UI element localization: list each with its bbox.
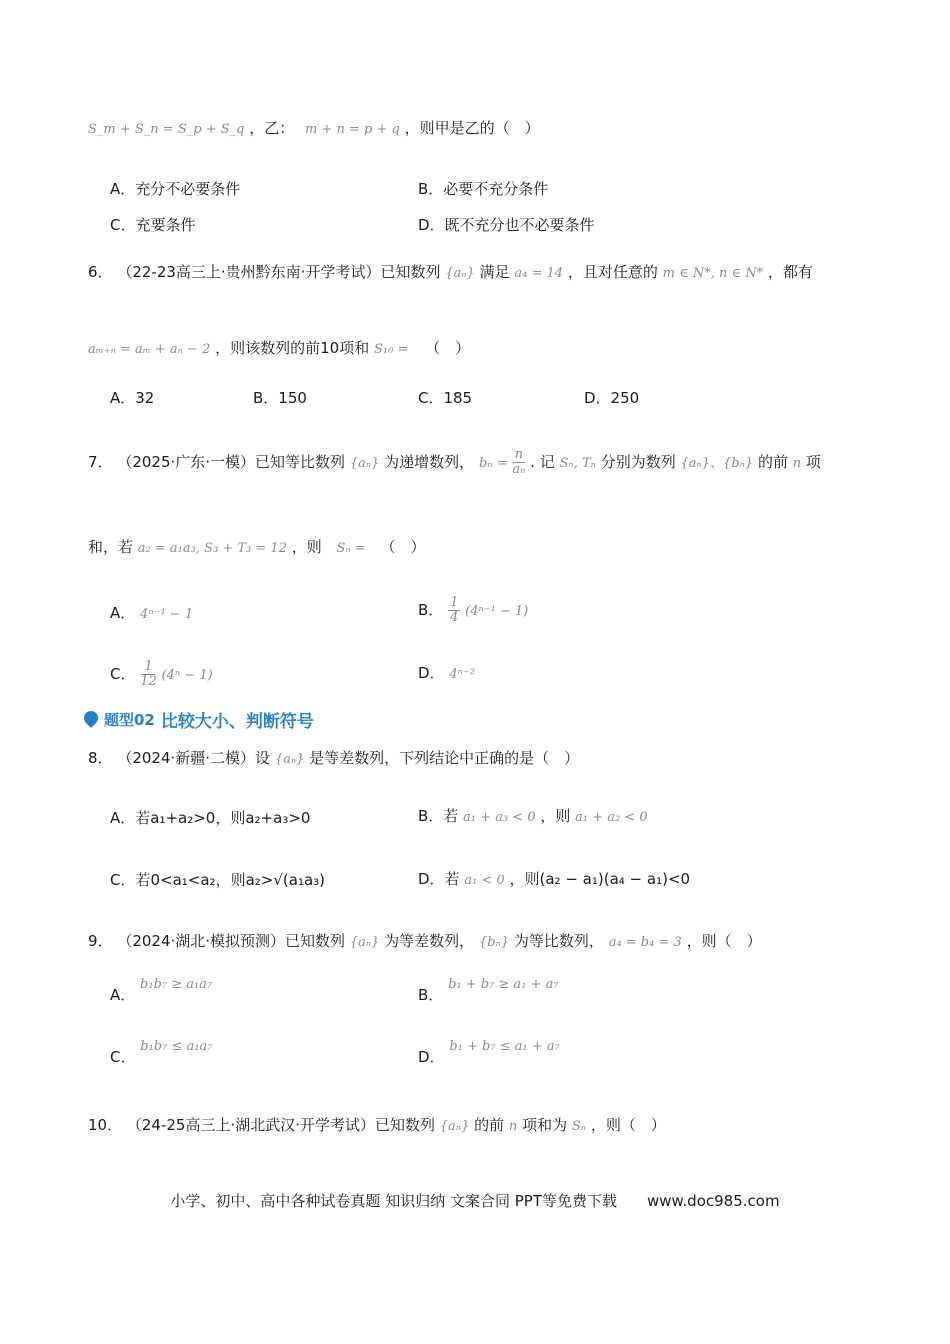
question-source: （24-25高三上·湖北武汉·开学考试）已知数列 <box>126 1116 435 1134</box>
math-expression: a₁ + a₂ < 0 <box>575 810 648 825</box>
fraction-numerator: n <box>514 447 524 462</box>
math-expression: S₁₀ = <box>374 342 409 357</box>
question-number: 7． <box>88 453 113 471</box>
question-number: 8． <box>88 749 113 767</box>
math-expression: {aₙ}、{bₙ} <box>680 456 754 471</box>
math-expression: Sₙ, Tₙ <box>559 456 596 471</box>
math-expression: aₘ₊ₙ = aₘ + aₙ − 2 <box>88 342 211 357</box>
text: 项和为 <box>522 1116 568 1134</box>
section-label: 题型02 <box>104 710 155 729</box>
q8-option-b[interactable] <box>418 806 648 828</box>
text: ，则 <box>540 807 571 825</box>
text: 项 <box>805 453 821 471</box>
q7-option-b[interactable] <box>418 596 528 625</box>
math-expression: b₁ + b₇ ≥ a₁ + a₇ <box>448 977 559 992</box>
fraction <box>140 660 157 689</box>
math-expression: {aₙ} <box>349 456 380 471</box>
option-label: B．若 <box>418 807 459 825</box>
q9-stem <box>88 931 762 953</box>
section-heading <box>84 705 314 733</box>
option-label: B． <box>418 986 444 1004</box>
q8-option-c[interactable]: C．若0<a₁<a₂，则a₂>√(a₁a₃) <box>110 871 326 889</box>
question-source: （22-23高三上·贵州黔东南·开学考试）已知数列 <box>117 263 441 281</box>
q7-stem-line2 <box>88 537 426 559</box>
q6-option-c[interactable]: C．185 <box>418 389 473 407</box>
q8-option-d[interactable] <box>418 869 690 891</box>
option-label: D． <box>418 1048 445 1066</box>
text: 为等差数列， <box>384 932 475 950</box>
math-expression: a₂ = a₁a₃, S₃ + T₃ = 12 <box>137 541 287 556</box>
math-expression: a₄ = 14 <box>514 266 564 281</box>
q5-option-a[interactable]: A．充分不必要条件 <box>110 180 241 198</box>
fraction <box>448 596 460 625</box>
math-expression: 4ⁿ⁻¹ − 1 <box>140 607 194 622</box>
q5-option-c[interactable]: C．充要条件 <box>110 216 196 234</box>
q6-option-a[interactable]: A．32 <box>110 389 155 407</box>
q6-option-b[interactable]: B．150 <box>253 389 307 407</box>
math-expression: {bₙ} <box>478 935 510 950</box>
question-source: （2024·新疆·二模）设 <box>117 749 271 767</box>
text: 的前 <box>474 1116 505 1134</box>
q9-option-d[interactable] <box>418 1039 560 1069</box>
text: 满足 <box>479 263 510 281</box>
question-source: （2024·湖北·模拟预测）已知数列 <box>117 932 346 950</box>
q5-option-b[interactable]: B．必要不充分条件 <box>418 180 549 198</box>
text: 为递增数列， <box>384 453 475 471</box>
text: ，则甲是乙的（ ） <box>404 119 540 137</box>
q5-condition-line <box>88 118 540 140</box>
fraction-numerator: 1 <box>144 659 153 674</box>
math-expression: (4ⁿ − 1) <box>161 668 213 683</box>
q7-option-d[interactable] <box>418 663 475 685</box>
text: （ ） <box>425 339 471 357</box>
text: ，且对任意的 <box>567 263 658 281</box>
math-expression: {aₙ} <box>349 935 380 950</box>
option-label: C． <box>110 665 136 683</box>
math-expression: (4ⁿ⁻¹ − 1) <box>465 604 529 619</box>
question-number: 9． <box>88 932 113 950</box>
q6-stem-line1 <box>88 262 813 284</box>
fraction-numerator: 1 <box>450 595 459 610</box>
option-label: C． <box>110 1048 136 1066</box>
math-expression: bₙ = <box>478 456 508 471</box>
option-label: A． <box>110 986 136 1004</box>
q8-option-a[interactable]: A．若a₁+a₂>0，则a₂+a₃>0 <box>110 809 311 827</box>
math-expression: {aₙ} <box>439 1119 470 1134</box>
text: ，则(a₂ − a₁)(a₄ − a₁)<0 <box>509 870 691 888</box>
q9-option-a[interactable] <box>110 977 213 1007</box>
q7-option-a[interactable] <box>110 603 193 625</box>
q7-option-c[interactable] <box>110 660 213 689</box>
fraction <box>512 448 525 477</box>
math-expression: a₁ + a₃ < 0 <box>463 810 536 825</box>
math-expression: m ∈ N*, n ∈ N* <box>662 266 764 281</box>
text: ，乙： <box>249 119 295 137</box>
location-pin-icon <box>81 708 101 728</box>
text: ，则（ ） <box>590 1116 666 1134</box>
text: ，则该数列的前10项和 <box>215 339 370 357</box>
section-title: 比较大小、判断符号 <box>160 711 314 732</box>
option-label: D． <box>418 664 445 682</box>
math-expression: Sₙ <box>571 1119 587 1134</box>
math-expression: {aₙ} <box>274 752 305 767</box>
question-source: （2025·广东·一模）已知等比数列 <box>117 453 346 471</box>
math-expression: a₄ = b₄ = 3 <box>608 935 682 950</box>
math-expression: a₁ < 0 <box>464 873 505 888</box>
math-expression: b₁b₇ ≥ a₁a₇ <box>140 977 213 992</box>
math-expression: 4ⁿ⁻² <box>449 667 475 682</box>
text: ，则（ ） <box>686 932 762 950</box>
q8-stem <box>88 748 579 770</box>
page-footer: 小学、初中、高中各种试卷真题 知识归纳 文案合同 PPT等免费下载 www.doc985.com <box>170 1192 780 1210</box>
question-number: 10． <box>88 1116 123 1134</box>
text: 的前 <box>757 453 788 471</box>
text: 为等比数列， <box>513 932 604 950</box>
text: 和，若 <box>88 538 134 556</box>
q9-option-c[interactable] <box>110 1039 213 1069</box>
q7-stem-line1 <box>88 448 821 477</box>
math-expression: n <box>508 1119 518 1134</box>
q6-stem-line2 <box>88 338 470 360</box>
text: 是等差数列，下列结论中正确的是（ ） <box>309 749 580 767</box>
math-expression: {aₙ} <box>445 266 475 281</box>
fraction-denominator: 4 <box>450 610 459 625</box>
option-label: A． <box>110 604 136 622</box>
math-expression: m + n = p + q <box>305 122 400 137</box>
text: ，都有 <box>767 263 813 281</box>
text: ，则 <box>291 538 322 556</box>
fraction-denominator: aₙ <box>512 462 526 477</box>
math-expression: S_m + S_n = S_p + S_q <box>88 122 245 137</box>
q10-stem <box>88 1115 666 1137</box>
option-label: B． <box>418 601 444 619</box>
math-expression: n <box>792 456 802 471</box>
text: . 记 <box>530 453 555 471</box>
text: （ ） <box>380 538 426 556</box>
fraction-denominator: 12 <box>140 674 157 689</box>
question-number: 6． <box>88 263 113 281</box>
option-label: D．若 <box>418 870 460 888</box>
q5-option-d[interactable]: D．既不充分也不必要条件 <box>418 216 595 234</box>
math-expression: b₁b₇ ≤ a₁a₇ <box>140 1039 213 1054</box>
math-expression: Sₙ = <box>336 541 366 556</box>
math-expression: b₁ + b₇ ≤ a₁ + a₇ <box>449 1039 560 1054</box>
q9-option-b[interactable] <box>418 977 559 1007</box>
text: 分别为数列 <box>600 453 676 471</box>
q6-option-d[interactable]: D．250 <box>584 389 640 407</box>
